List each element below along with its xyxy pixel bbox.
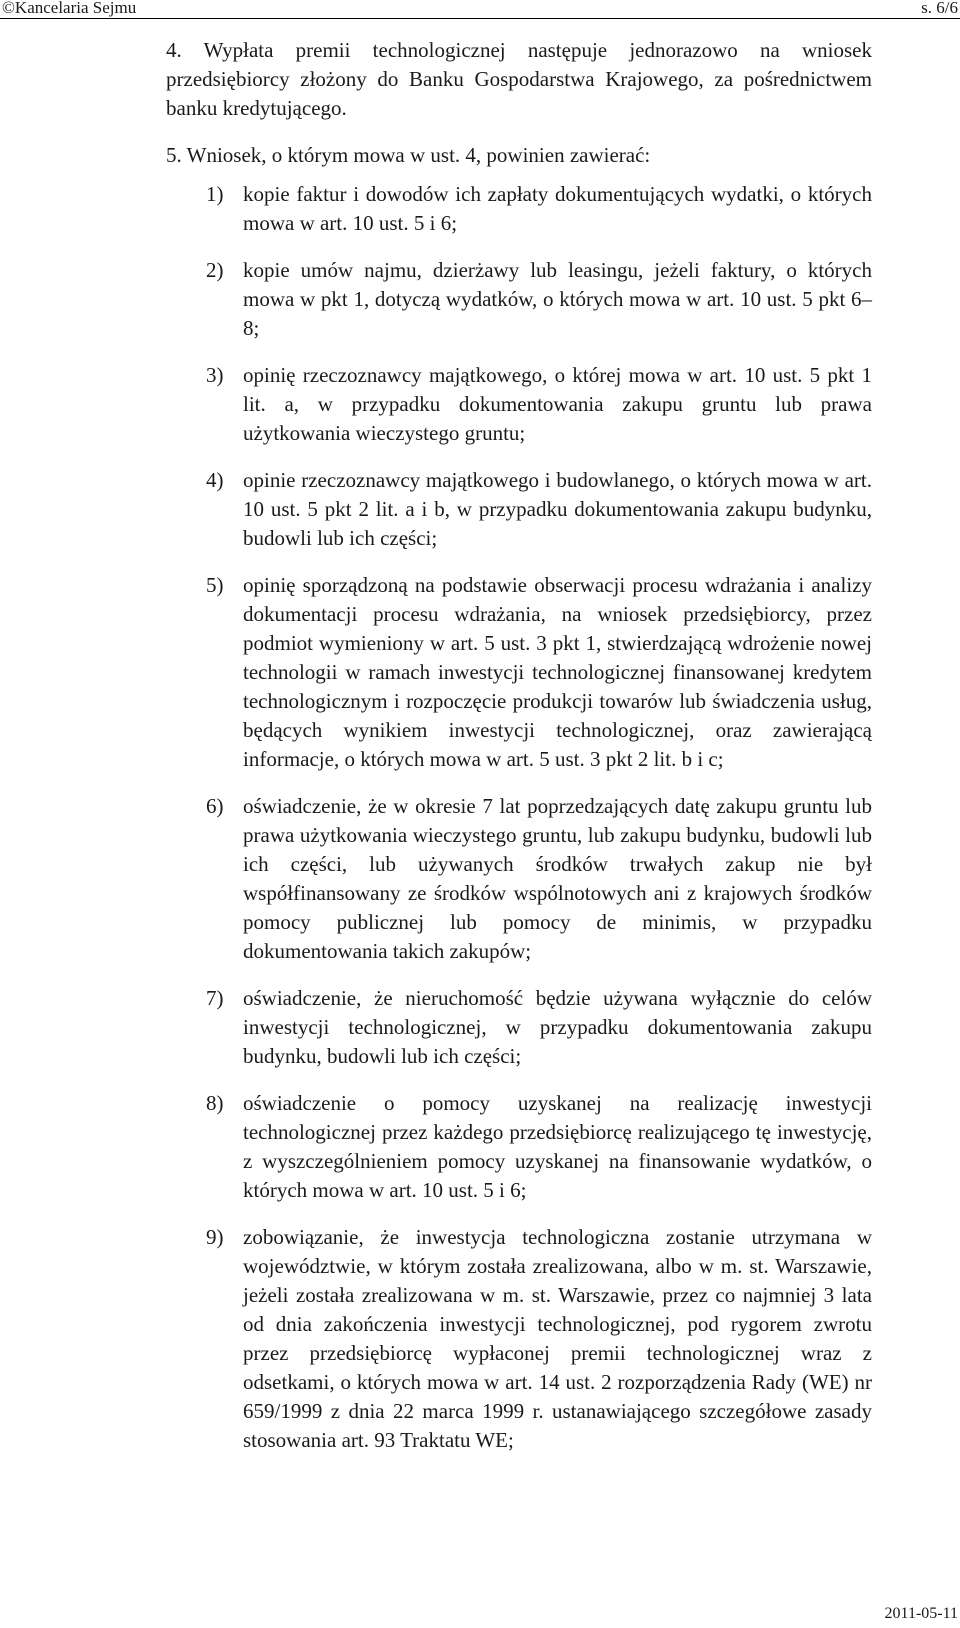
list-item-number: 7) (206, 986, 224, 1010)
document-body (166, 36, 872, 1473)
list-item (206, 256, 872, 343)
list-item (206, 466, 872, 553)
list-item-number: 8) (206, 1091, 224, 1115)
list-item-number: 4) (206, 468, 224, 492)
list-item-text: zobowiązanie, że inwestycja technologiczna zostanie utrzymana w województwie, w którym została zrealizowana, albo w m. st. Warszawie, jeżeli została zrealizowana w m. st. Warszawie, przez co najmniej 3 lata od dnia zakończenia inwestycji technologicznej, pod rygorem zwrotu przez przedsiębiorcę wypłaconej premii technologicznej wraz z odsetkami, o których mowa w art. 14 ust. 2 rozporządzenia Rady (WE) nr 659/1999 z dnia 22 marca 1999 r. ustanawiającego szczegółowe zasady stosowania art. 93 Traktatu WE; (243, 1225, 872, 1452)
header-page-number: s. 6/6 (921, 0, 958, 17)
list-item-number: 3) (206, 363, 224, 387)
list-item-number: 6) (206, 794, 224, 818)
list-item-number: 1) (206, 182, 224, 206)
list-item-number: 2) (206, 258, 224, 282)
list-item (206, 1089, 872, 1205)
list-item-text: kopie umów najmu, dzierżawy lub leasingu, jeżeli faktury, o których mowa w pkt 1, dotyczą wydatków, o których mowa w art. 10 ust. 5 pkt 6–8; (243, 258, 872, 340)
list-item (206, 1223, 872, 1455)
list-item (206, 792, 872, 966)
list-item (206, 361, 872, 448)
list-item-text: kopie faktur i dowodów ich zapłaty dokumentujących wydatki, o których mowa w art. 10 ust. 5 i 6; (243, 182, 872, 235)
header-divider (0, 18, 960, 19)
list-item-number: 5) (206, 573, 224, 597)
list-item-text: opinię rzeczoznawcy majątkowego, o której mowa w art. 10 ust. 5 pkt 1 lit. a, w przypadku dokumentowania zakupu gruntu lub prawa użytkowania wieczystego gruntu; (243, 363, 872, 445)
list-item-text: opinie rzeczoznawcy majątkowego i budowlanego, o których mowa w art. 10 ust. 5 pkt 2 lit. a i b, w przypadku dokumentowania zakupu budynku, budowli lub ich części; (243, 468, 872, 550)
header-source: ©Kancelaria Sejmu (2, 0, 137, 17)
list-item (206, 571, 872, 774)
list-item-text: oświadczenie o pomocy uzyskanej na realizację inwestycji technologicznej przez każdego przedsiębiorcę realizującego tę inwestycję, z wyszczególnieniem pomocy uzyskanej na finansowanie wydatków, o których mowa w art. 10 ust. 5 i 6; (243, 1091, 872, 1202)
paragraph-4: 4. Wypłata premii technologicznej następuje jednorazowo na wniosek przedsiębiorcy złożony do Banku Gospodarstwa Krajowego, za pośrednictwem banku kredytującego. (166, 38, 872, 120)
footer-date: 2011-05-11 (884, 1605, 958, 1622)
list-item (206, 984, 872, 1071)
list-item-text: oświadczenie, że nieruchomość będzie używana wyłącznie do celów inwestycji technologicznej, w przypadku dokumentowania zakupu budynku, budowli lub ich części; (243, 986, 872, 1068)
list-item-text: oświadczenie, że w okresie 7 lat poprzedzających datę zakupu gruntu lub prawa użytkowania wieczystego gruntu, lub zakupu budynku, budowli lub ich części, lub używanych środków trwałych zakup nie był współfinansowany ze środków wspólnotowych ani z krajowych środków pomocy publicznej lub pomocy de minimis, w przypadku dokumentowania takich zakupów; (243, 794, 872, 963)
page-header (0, 0, 960, 16)
list-item-number: 9) (206, 1225, 224, 1249)
list-item-text: opinię sporządzoną na podstawie obserwacji procesu wdrażania i analizy dokumentacji procesu wdrażania, na wniosek przedsiębiorcy, przez podmiot wymieniony w art. 5 ust. 3 pkt 1, stwierdzającą wdrożenie nowej technologii w ramach inwestycji technologicznej finansowanej kredytem technologicznym i rozpoczęcie produkcji towarów lub świadczenia usług, będących wynikiem inwestycji technologicznej, oraz zawierającą informacje, o których mowa w art. 5 ust. 3 pkt 2 lit. b i c; (243, 573, 872, 771)
list-item (206, 180, 872, 238)
paragraph-5-intro: 5. Wniosek, o którym mowa w ust. 4, powinien zawierać: (166, 143, 651, 167)
